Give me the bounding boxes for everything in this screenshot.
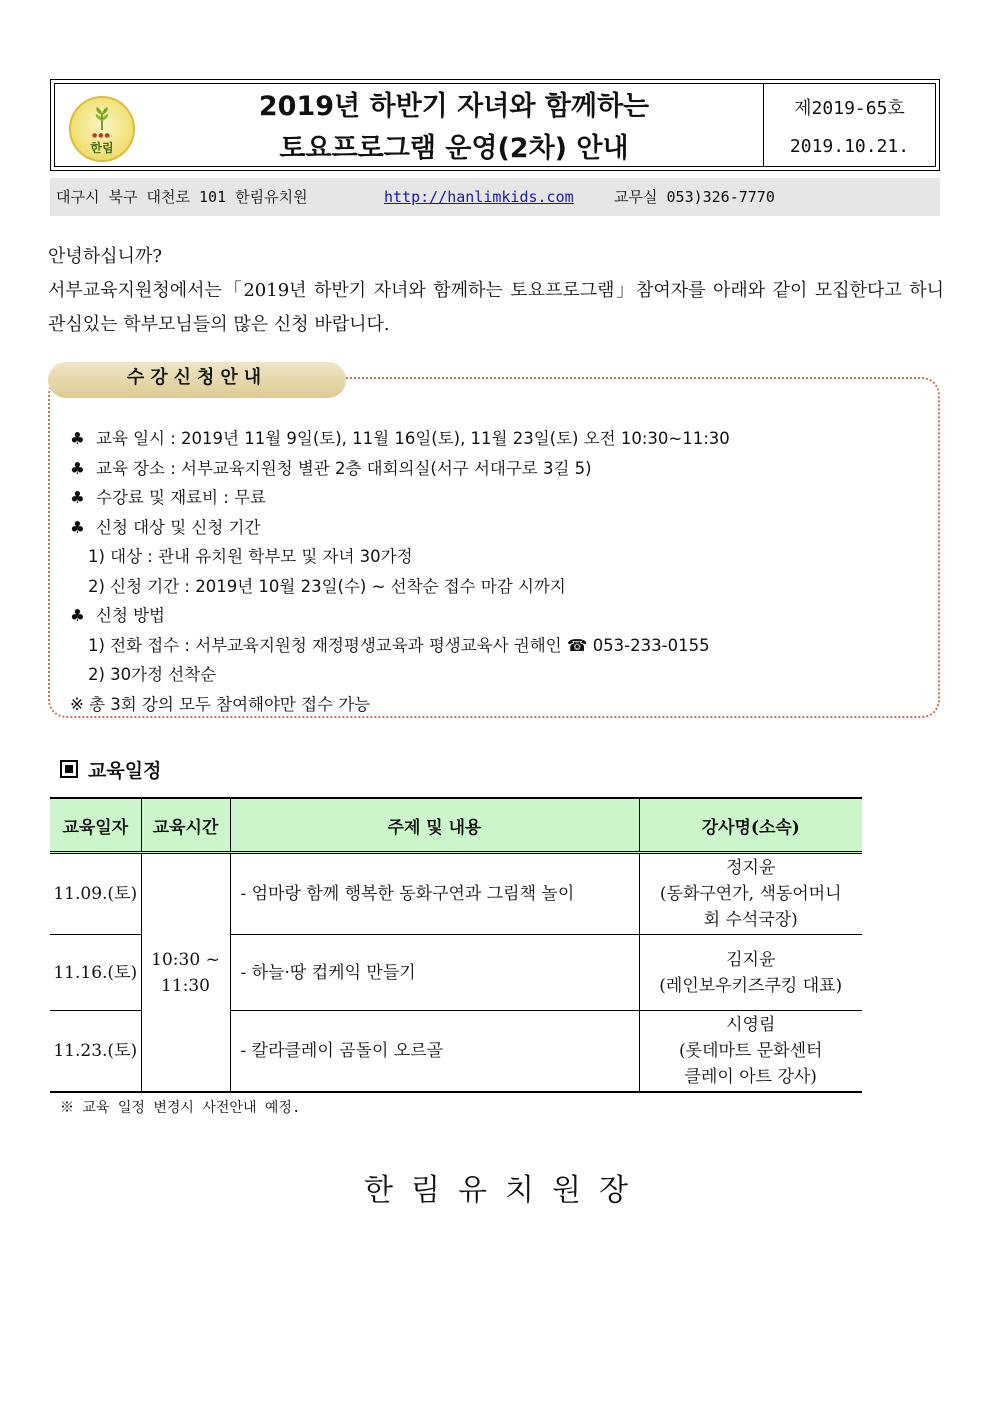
list-item: ♣ 수강료 및 재료비 : 무료 [70, 483, 930, 513]
list-item: ♣ 신청 대상 및 신청 기간 [70, 513, 930, 543]
list-item: ♣ 교육 장소 : 서부교육지원청 별관 2층 대회의실(서구 서대구로 3길 5) [70, 454, 930, 484]
club-icon: ♣ [70, 458, 85, 478]
club-icon: ♣ [70, 488, 85, 507]
row-instructor: 시영림 (롯데마트 문화센터 클레이 아트 강사) [639, 1011, 862, 1093]
schedule-heading: 교육일정 [60, 756, 161, 783]
title-line-1: 2019년 하반기 자녀와 함께하는 [258, 91, 650, 122]
list-item: 2) 신청 기간 : 2019년 10월 23일(수) ~ 선착순 접수 마감 시까지 [88, 576, 566, 596]
intro-text [48, 240, 944, 342]
document-number: 제2019-65호 [794, 98, 905, 119]
document-date: 2019.10.21. [789, 136, 910, 157]
website-link[interactable]: http://hanlimkids.com [384, 188, 574, 206]
list-item: 1) 전화 접수 : 서부교육지원청 재정평생교육과 평생교육사 권해인 ☎ 053-233-0155 [88, 635, 710, 655]
row-topic: - 하늘·땅 컵케익 만들기 [230, 935, 639, 1011]
notice-note: ※ 총 3회 강의 모두 참여해야만 접수 가능 [70, 694, 371, 714]
title-cell [55, 84, 764, 166]
document-title [145, 86, 763, 170]
row-instructor: 김지윤 (레인보우키즈쿠킹 대표) [639, 935, 862, 1011]
list-item: 2) 30가정 선착순 [88, 665, 217, 684]
row-date: 11.16.(토) [50, 935, 141, 1011]
notice-heading: 수강신청안내 [48, 362, 346, 398]
row-date: 11.23.(토) [50, 1011, 141, 1093]
logo-dots: ●●● [92, 132, 111, 139]
row-time: 10:30 ~ 11:30 [141, 853, 230, 1093]
list-item: ♣ 신청 방법 [70, 601, 930, 631]
signature: 한림유치원장 [364, 1173, 646, 1208]
logo-text: 한림 [90, 141, 114, 155]
square-bullet-icon [60, 760, 78, 778]
column-header-date: 교육일자 [50, 798, 141, 853]
column-header-topic: 주제 및 내용 [230, 798, 639, 853]
phone-icon: ☎ [566, 635, 588, 655]
club-icon: ♣ [70, 606, 85, 625]
school-logo [69, 96, 135, 162]
table-row [50, 853, 862, 935]
title-line-2: 토요프로그램 운영(2차) 안내 [279, 133, 629, 164]
row-instructor: 정지윤 (동화구연가, 색동어머니회 수석국장) [639, 853, 862, 935]
address-bar [50, 178, 940, 216]
office-phone: 교무실 053)326-7770 [614, 188, 775, 206]
list-item: ♣ 교육 일시 : 2019년 11월 9일(토), 11월 16일(토), 11월 23일(토) 오전 10:30~11:30 [70, 424, 930, 454]
club-icon: ♣ [70, 429, 85, 448]
leaf-icon [94, 107, 110, 131]
header-box [50, 79, 940, 171]
club-icon: ♣ [70, 517, 85, 537]
intro-body: 서부교육지원청에서는「2019년 하반기 자녀와 함께하는 토요프로그램」참여자를 아래와 같이 모집한다고 하니 관심있는 학부모님들의 많은 신청 바랍니다. [48, 280, 944, 335]
row-date: 11.09.(토) [50, 853, 141, 935]
column-header-time: 교육시간 [141, 798, 230, 853]
list-item: 1) 대상 : 관내 유치원 학부모 및 자녀 30가정 [88, 547, 413, 566]
document-number-cell [764, 84, 935, 166]
column-header-instructor: 강사명(소속) [639, 798, 862, 853]
schedule-table [50, 797, 862, 1093]
row-topic: - 칼라클레이 곰돌이 오르골 [230, 1011, 639, 1093]
row-topic: - 엄마랑 함께 행복한 동화구연과 그림책 놀이 [230, 853, 639, 935]
notice-list [70, 424, 930, 719]
schedule-note: ※ 교육 일정 변경시 사전안내 예정. [60, 1100, 301, 1116]
greeting: 안녕하십니까? [48, 246, 162, 267]
contact-number: 053-233-0155 [592, 635, 710, 655]
school-address: 대구시 북구 대천로 101 한림유치원 [56, 188, 308, 206]
